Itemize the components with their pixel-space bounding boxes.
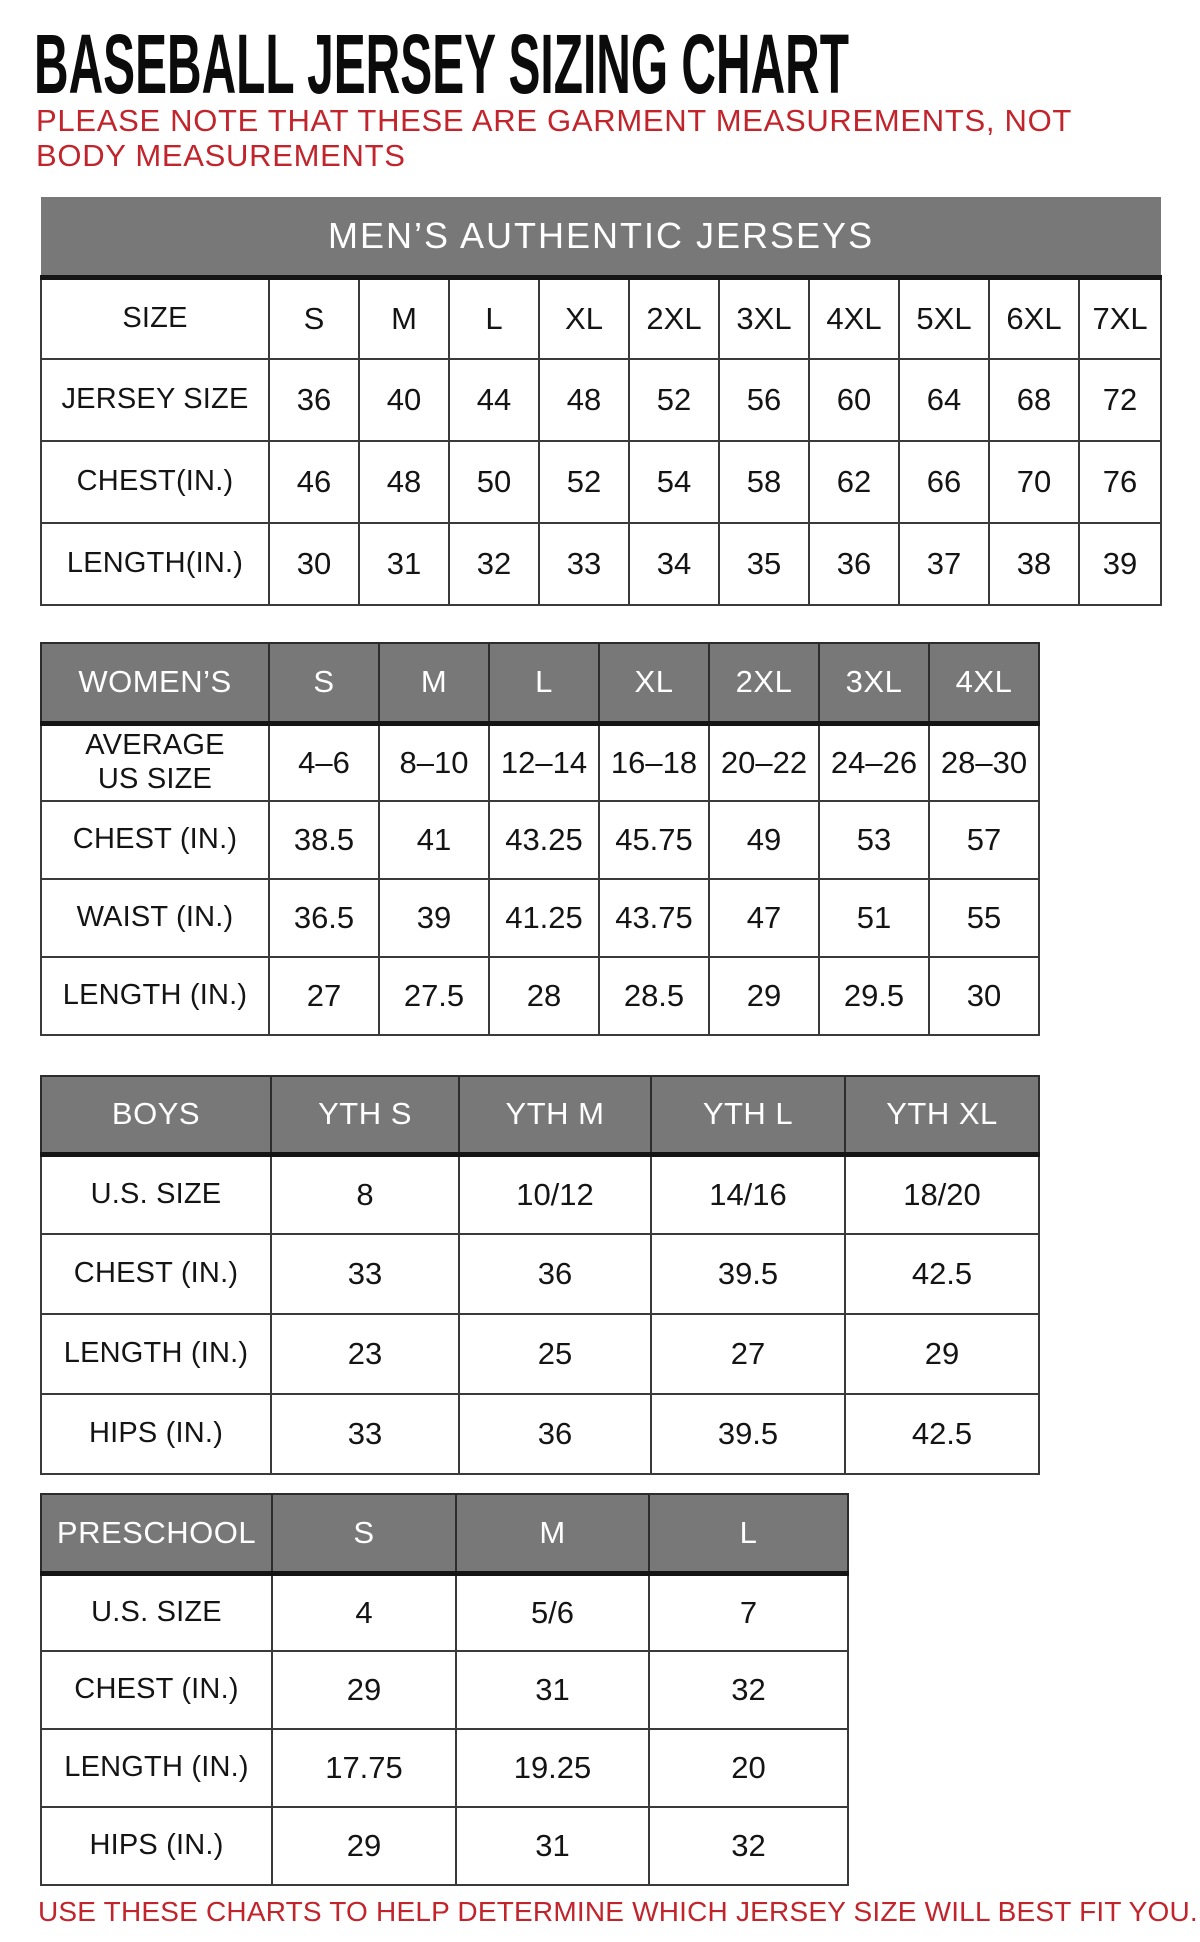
women-value-cell: 27.5 [379,957,489,1035]
women-header-4xl: 4XL [929,643,1039,723]
women-value-cell: 43.75 [599,879,709,957]
men-value-cell: 34 [629,523,719,605]
women-value-cell: 16–18 [599,723,709,801]
women-value-cell: 51 [819,879,929,957]
men-row-label: JERSEY SIZE [41,359,269,441]
boys-row-label: U.S. SIZE [41,1154,271,1234]
men-value-cell: 39 [1079,523,1161,605]
women-row-label: AVERAGE US SIZE [41,723,269,801]
boys-value-cell: 8 [271,1154,459,1234]
men-value-cell: 44 [449,359,539,441]
garment-measurements-note: PLEASE NOTE THAT THESE ARE GARMENT MEASUREMENTS, NOT BODY MEASUREMENTS [36,103,1072,173]
boys-value-cell: 33 [271,1234,459,1314]
men-value-cell: 6XL [989,277,1079,359]
men-value-cell: 48 [359,441,449,523]
women-value-cell: 49 [709,801,819,879]
women-header-l: L [489,643,599,723]
men-value-cell: 68 [989,359,1079,441]
men-value-cell: 32 [449,523,539,605]
men-value-cell: 3XL [719,277,809,359]
boys-value-cell: 25 [459,1314,651,1394]
boys-value-cell: 33 [271,1394,459,1474]
preschool-value-cell: 32 [649,1807,848,1885]
boys-value-cell: 27 [651,1314,845,1394]
women-value-cell: 28.5 [599,957,709,1035]
men-row-label: LENGTH(IN.) [41,523,269,605]
boys-value-cell: 42.5 [845,1234,1039,1314]
women-value-cell: 43.25 [489,801,599,879]
men-value-cell: 4XL [809,277,899,359]
boys-row-label: HIPS (IN.) [41,1394,271,1474]
women-value-cell: 39 [379,879,489,957]
boys-row-label: LENGTH (IN.) [41,1314,271,1394]
men-value-cell: 40 [359,359,449,441]
men-value-cell: 60 [809,359,899,441]
women-value-cell: 41 [379,801,489,879]
women-header-label: WOMEN’S [41,643,269,723]
men-value-cell: S [269,277,359,359]
mens-sizing-table [40,197,1162,606]
preschool-sizing-table [40,1493,849,1886]
women-value-cell: 45.75 [599,801,709,879]
women-value-cell: 30 [929,957,1039,1035]
preschool-value-cell: 19.25 [456,1729,649,1807]
women-header-3xl: 3XL [819,643,929,723]
preschool-row-label: U.S. SIZE [41,1573,272,1651]
preschool-header-label: PRESCHOOL [41,1494,272,1573]
women-value-cell: 53 [819,801,929,879]
boys-value-cell: 42.5 [845,1394,1039,1474]
women-value-cell: 29 [709,957,819,1035]
preschool-row-label: CHEST (IN.) [41,1651,272,1729]
men-value-cell: 58 [719,441,809,523]
women-row-label: CHEST (IN.) [41,801,269,879]
women-value-cell: 27 [269,957,379,1035]
men-value-cell: 52 [629,359,719,441]
footer-note: USE THESE CHARTS TO HELP DETERMINE WHICH JERSEY SIZE WILL BEST FIT YOU. [38,1896,1198,1927]
women-header-s: S [269,643,379,723]
men-value-cell: 62 [809,441,899,523]
men-value-cell: XL [539,277,629,359]
women-header-2xl: 2XL [709,643,819,723]
men-value-cell: 38 [989,523,1079,605]
men-value-cell: 31 [359,523,449,605]
men-row-label: SIZE [41,277,269,359]
women-value-cell: 57 [929,801,1039,879]
preschool-row-label: HIPS (IN.) [41,1807,272,1885]
preschool-header-m: M [456,1494,649,1573]
women-row-label: LENGTH (IN.) [41,957,269,1035]
women-value-cell: 47 [709,879,819,957]
men-value-cell: 64 [899,359,989,441]
women-value-cell: 38.5 [269,801,379,879]
boys-header-yth-m: YTH M [459,1076,651,1154]
men-value-cell: 48 [539,359,629,441]
women-value-cell: 12–14 [489,723,599,801]
women-header-xl: XL [599,643,709,723]
men-value-cell: 33 [539,523,629,605]
men-value-cell: 35 [719,523,809,605]
preschool-value-cell: 20 [649,1729,848,1807]
boys-value-cell: 36 [459,1234,651,1314]
women-value-cell: 24–26 [819,723,929,801]
men-value-cell: 37 [899,523,989,605]
preschool-value-cell: 5/6 [456,1573,649,1651]
men-value-cell: 70 [989,441,1079,523]
boys-row-label: CHEST (IN.) [41,1234,271,1314]
womens-sizing-table [40,642,1040,1036]
preschool-value-cell: 29 [272,1651,456,1729]
women-value-cell: 20–22 [709,723,819,801]
boys-header-label: BOYS [41,1076,271,1154]
preschool-row-label: LENGTH (IN.) [41,1729,272,1807]
preschool-value-cell: 4 [272,1573,456,1651]
women-value-cell: 55 [929,879,1039,957]
boys-header-yth-l: YTH L [651,1076,845,1154]
boys-header-yth-s: YTH S [271,1076,459,1154]
page-title: BASEBALL JERSEY SIZING CHART [34,17,849,111]
men-value-cell: L [449,277,539,359]
boys-value-cell: 39.5 [651,1234,845,1314]
boys-value-cell: 39.5 [651,1394,845,1474]
men-value-cell: 72 [1079,359,1161,441]
women-value-cell: 36.5 [269,879,379,957]
boys-value-cell: 36 [459,1394,651,1474]
women-value-cell: 41.25 [489,879,599,957]
women-header-m: M [379,643,489,723]
women-value-cell: 4–6 [269,723,379,801]
women-value-cell: 8–10 [379,723,489,801]
boys-value-cell: 23 [271,1314,459,1394]
men-value-cell: M [359,277,449,359]
preschool-value-cell: 32 [649,1651,848,1729]
men-table-banner: MEN’S AUTHENTIC JERSEYS [41,197,1161,277]
preschool-header-l: L [649,1494,848,1573]
men-value-cell: 5XL [899,277,989,359]
men-value-cell: 50 [449,441,539,523]
preschool-value-cell: 17.75 [272,1729,456,1807]
preschool-header-s: S [272,1494,456,1573]
men-value-cell: 36 [269,359,359,441]
men-value-cell: 56 [719,359,809,441]
men-value-cell: 36 [809,523,899,605]
preschool-value-cell: 7 [649,1573,848,1651]
boys-header-yth-xl: YTH XL [845,1076,1039,1154]
men-value-cell: 30 [269,523,359,605]
preschool-value-cell: 29 [272,1807,456,1885]
men-value-cell: 7XL [1079,277,1161,359]
men-row-label: CHEST(IN.) [41,441,269,523]
men-value-cell: 54 [629,441,719,523]
preschool-value-cell: 31 [456,1807,649,1885]
women-row-label: WAIST (IN.) [41,879,269,957]
men-value-cell: 66 [899,441,989,523]
men-value-cell: 2XL [629,277,719,359]
men-value-cell: 76 [1079,441,1161,523]
men-value-cell: 46 [269,441,359,523]
women-value-cell: 29.5 [819,957,929,1035]
boys-value-cell: 18/20 [845,1154,1039,1234]
boys-value-cell: 14/16 [651,1154,845,1234]
boys-value-cell: 29 [845,1314,1039,1394]
boys-value-cell: 10/12 [459,1154,651,1234]
boys-sizing-table [40,1075,1040,1475]
preschool-value-cell: 31 [456,1651,649,1729]
men-value-cell: 52 [539,441,629,523]
women-value-cell: 28 [489,957,599,1035]
women-value-cell: 28–30 [929,723,1039,801]
